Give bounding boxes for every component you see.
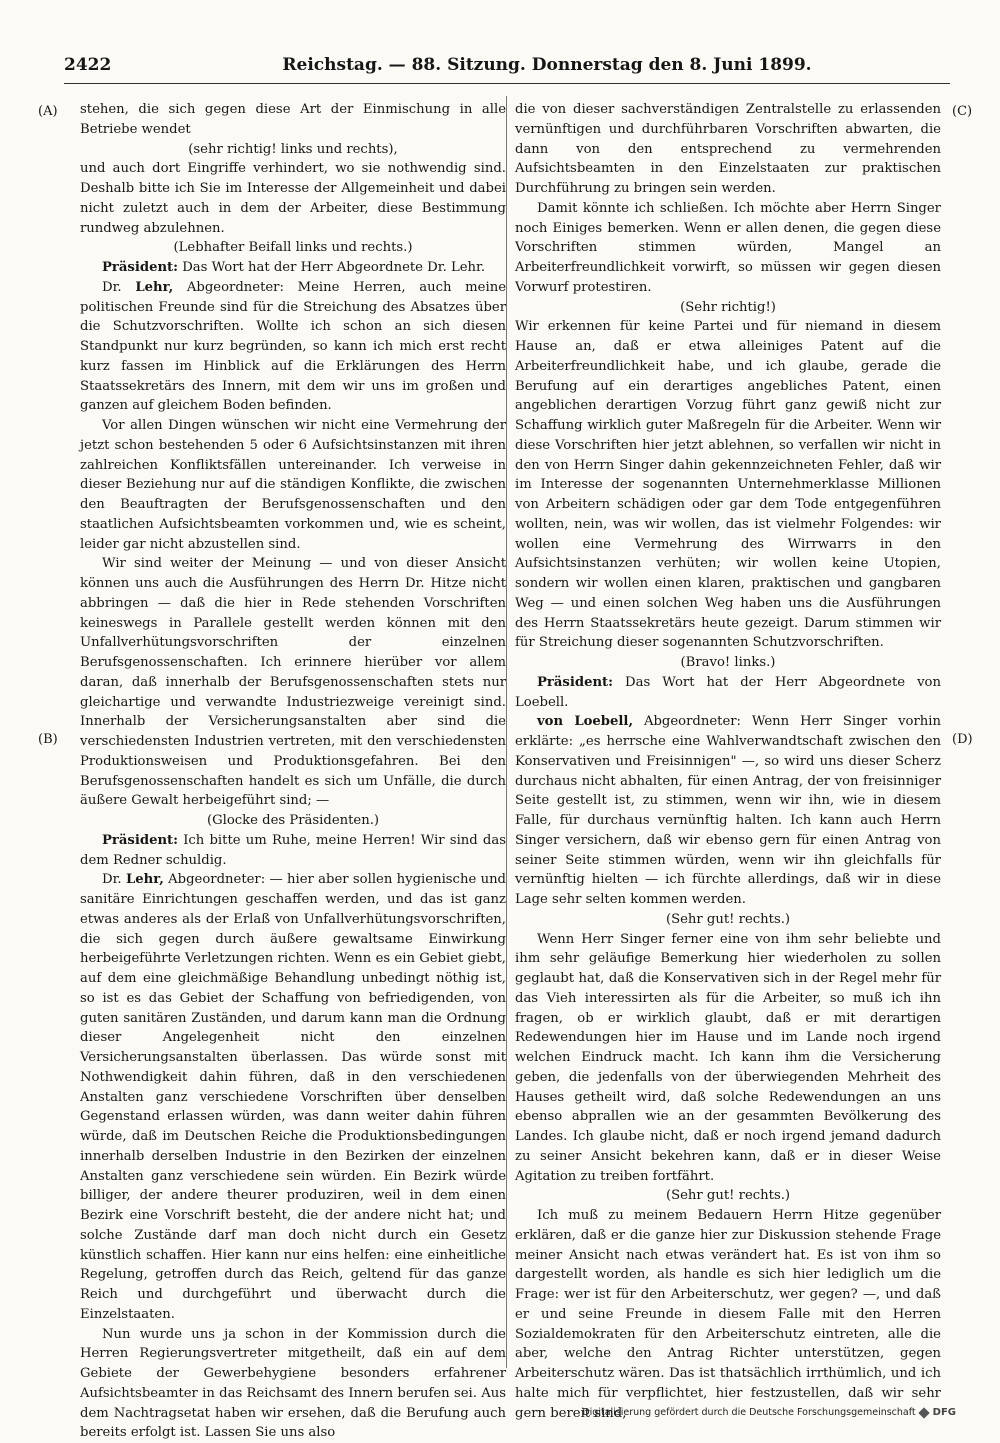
margin-marker-a: (A): [38, 104, 58, 119]
margin-marker-d: (D): [952, 732, 973, 747]
interjection: (Bravo! links.): [515, 653, 941, 673]
speech-text: Abgeordneter: Wenn Herr Singer vorhin erklärte: „es herrsche eine Wahlverwandtschaft zwischen den Konservativen und Freisinnigen" —, so wird uns dieser Scherz durchaus nicht abhalten, für einen Antrag, der von freisinniger Seite gestellt ist, zu stimmen, wenn wir ihn, wie in diesem Falle, für durchaus vernünftig halten. Ich kann auch Herrn Singer versichern, daß wir ebenso gern für einen Antrag von seiner Seite stimmen würden, wenn wir ihn gleichfalls für vernünftig hielten — ich fürchte allerdings, daß wir in diese Lage sehr selten kommen werden.: [515, 714, 941, 907]
running-header: [64, 55, 950, 84]
paragraph: Vor allen Dingen wünschen wir nicht eine Vermehrung der jetzt schon bestehenden 5 oder 6 Aufsichtsinstanzen mit ihren zahlreichen Konfliktsfällen untereinander. Ich verweise in dieser Beziehung nur auf die ständigen Konflikte, die zwischen den Beauftragten der Berufsgenossenschaften und den staatlichen Aufsichtsbeamten vorkommen und, wie es scheint, leider gar nicht abzustellen sind.: [80, 416, 506, 554]
speaker-paragraph: [515, 673, 941, 713]
paragraph: Nun wurde uns ja schon in der Kommission durch die Herren Regierungsvertreter mitgetheilt, daß ein auf dem Gebiete der Gewerbehygiene besonders erfahrener Aufsichtsbeamter in das Reichsamt des Innern berufen sei. Aus dem Nachtragsetat haben wir ersehen, daß die Berufung auch bereits erfolgt ist. Lassen Sie uns also: [80, 1325, 506, 1443]
interjection: (Sehr richtig!): [515, 298, 941, 318]
speaker-title: Dr.: [102, 280, 135, 295]
speech-text: Abgeordneter: — hier aber sollen hygienische und sanitäre Einrichtungen geschaffen werden, und das ist ganz etwas anderes als der Erlaß von Unfallverhütungsvorschriften, die sich gegen durch äußere gewaltsame Einwirkung herbeigeführte Verletzungen richten. Wenn es ein Gebiet giebt, auf dem eine gleichmäßige Behandlung unbedingt nöthig ist, so ist es das Gebiet der Schaffung von befriedigenden, von guten sanitären Zuständen, und darum kann man die Ordnung dieser Angelegenheit nicht den einzelnen Versicherungsanstalten überlassen. Das würde sonst mit Nothwendigkeit dahin führen, daß in den verschiedenen Anstalten ganz verschiedene Vorschriften über denselben Gegenstand erlassen würden, was dann weiter dahin führen würde, daß im Deutschen Reiche die Produktionsbedingungen innerhalb derselben Industrie in den Bezirken der einzelnen Anstalten ganz verschiedene sein würden. Ein Bezirk würde billiger, der andere theurer produziren, weil in dem einen Bezirk eine Vorschrift besteht, die der andere nicht hat; und solche Zustände darf man doch nicht durch ein Gesetz künstlich schaffen. Hier kann nur eins helfen: eine einheitliche Regelung, getroffen durch das Reich, geltend für das ganze Reich und durchgeführt und überwacht durch die Einzelstaaten.: [80, 872, 506, 1322]
margin-marker-b: (B): [38, 732, 58, 747]
paragraph: Wenn Herr Singer ferner eine von ihm sehr beliebte und ihm sehr geläufige Bemerkung hier wiederholen zu sollen geglaubt hat, daß die Konservativen sich in der Regel mehr für das Vieh interessirten als für die Arbeiter, so muß ich ihn fragen, ob er wirklich glaubt, daß er mit derartigen Redewendungen hier im Hause und im Lande noch irgend welchen Eindruck macht. Ich kann ihm die Versicherung geben, die jedenfalls von der überwiegenden Mehrheit des Hauses getheilt wird, daß solche Redewendungen an uns ebenso abprallen wie an der gesammten Bevölkerung des Landes. Ich glaube nicht, daß er noch irgend jemand dadurch zu seiner Ansicht bekehren kann, daß er in dieser Weise Agitation zu treiben fortfährt.: [515, 930, 941, 1187]
speech-text: Ich bitte um Ruhe, meine Herren! Wir sind das dem Redner schuldig.: [80, 833, 506, 868]
speaker-name: Lehr,: [135, 280, 173, 295]
speech-text: Abgeordneter: Meine Herren, auch meine politischen Freunde sind für die Streichung des Absatzes über die Schutzvorschriften. Wollte ich schon an sich diesen Standpunkt nur kurz begründen, so kann ich mich erst recht kurz fassen im Hinblick auf die Erklärungen des Herrn Staatssekretärs des Innern, mit dem wir uns im großen und ganzen auf gleichem Boden befinden.: [80, 280, 506, 414]
page-number: 2422: [64, 55, 111, 75]
speaker-title: Dr.: [102, 872, 126, 887]
speaker-name: Präsident:: [102, 833, 178, 848]
paragraph: Ich muß zu meinem Bedauern Herrn Hitze gegenüber erklären, daß er die ganze hier zur Diskussion stehende Frage meiner Ansicht nach etwas verändert hat. Es ist von ihm so dargestellt worden, als handle es sich hier lediglich um die Frage: wer ist für den Arbeiterschutz, wer gegen? —, und daß er und seine Freunde in diesem Falle mit den Herren Sozialdemokraten für den Arbeiterschutz eintreten, alle die aber, welche den Antrag Richter unterstützen, gegen Arbeiterschutz wären. Das ist thatsächlich irrthümlich, und ich halte mich für verpflichtet, hier festzustellen, daß wir sehr gern bereit sind,: [515, 1206, 941, 1423]
dfg-logo: [920, 1407, 956, 1418]
speaker-paragraph: [80, 870, 506, 1324]
paragraph: stehen, die sich gegen diese Art der Einmischung in alle Betriebe wendet: [80, 100, 506, 140]
dfg-logo-text: DFG: [933, 1407, 956, 1418]
interjection: (Lebhafter Beifall links und rechts.): [80, 238, 506, 258]
right-text-column: [515, 100, 941, 1368]
interjection: (sehr richtig! links und rechts),: [80, 140, 506, 160]
digitization-credit: [582, 1407, 956, 1418]
speaker-paragraph: [80, 258, 506, 278]
paragraph: und auch dort Eingriffe verhindert, wo sie nothwendig sind. Deshalb bitte ich Sie im Interesse der Allgemeinheit und dabei nicht zuletzt auch in dem der Arbeiter, diese Bestimmung rundweg abzulehnen.: [80, 159, 506, 238]
paragraph: Wir erkennen für keine Partei und für niemand in diesem Hause an, daß er etwa alleiniges Patent auf die Arbeiterfreundlichkeit habe, und ich glaube, gerade die Berufung auf ein derartiges angebliches Patent, einen angeblichen derartigen Vorzug führt ganz gewiß nicht zur Schaffung wirklich guter Maßregeln für die Arbeiter. Wenn wir diese Vorschriften hier jetzt ablehnen, so verfallen wir nicht in den von Herrn Singer dahin gekennzeichneten Fehler, daß wir im Interesse der sogenannten Unternehmerklasse Millionen von Arbeitern schädigen oder gar dem Tode entgegenführen wollten, nein, was wir wollen, das ist vielmehr Folgendes: wir wollen eine Vermehrung des Wirrwarrs in den Aufsichtsinstanzen verhüten; wir wollen keine Utopien, sondern wir wollen einen klaren, praktischen und gangbaren Weg — und einen solchen Weg haben uns die Ausführungen des Herrn Staatssekretärs heute gezeigt. Darum stimmen wir für Streichung dieser sogenannten Schutzvorschriften.: [515, 317, 941, 653]
running-title: Reichstag. — 88. Sitzung. Donnerstag den 8. Juni 1899.: [64, 55, 950, 75]
speaker-name: Präsident:: [537, 675, 613, 690]
speaker-name: Präsident:: [102, 260, 178, 275]
speaker-name: von Loebell,: [537, 714, 633, 729]
dfg-diamond-icon: [918, 1407, 929, 1418]
interjection: (Glocke des Präsidenten.): [80, 811, 506, 831]
speaker-paragraph: [80, 278, 506, 416]
paragraph: Damit könnte ich schließen. Ich möchte aber Herrn Singer noch Einiges bemerken. Wenn er allen denen, die gegen diese Vorschriften stimmen würden, Mangel an Arbeiterfreundlichkeit vorwirft, so müssen wir gegen diesen Vorwurf protestiren.: [515, 199, 941, 298]
paragraph: die von dieser sachverständigen Zentralstelle zu erlassenden vernünftigen und durchführbaren Vorschriften abwarten, die dann von den entsprechend zu vermehrenden Aufsichtsbeamten in den Einzelstaaten zur praktischen Durchführung zu bringen sein werden.: [515, 100, 941, 199]
column-divider: [506, 96, 507, 1368]
interjection: (Sehr gut! rechts.): [515, 1186, 941, 1206]
speaker-name: Lehr,: [126, 872, 164, 887]
speech-text: Das Wort hat der Herr Abgeordnete von Loebell.: [515, 675, 941, 710]
interjection: (Sehr gut! rechts.): [515, 910, 941, 930]
margin-marker-c: (C): [952, 104, 972, 119]
left-text-column: [80, 100, 506, 1368]
credit-text: Digitalisierung gefördert durch die Deutsche Forschungsgemeinschaft: [582, 1407, 915, 1418]
speaker-paragraph: [80, 831, 506, 871]
speaker-paragraph: [515, 712, 941, 910]
speech-text: Das Wort hat der Herr Abgeordnete Dr. Lehr.: [178, 260, 485, 275]
paragraph: Wir sind weiter der Meinung — und von dieser Ansicht können uns auch die Ausführungen des Herrn Dr. Hitze nicht abbringen — daß die hier in Rede stehenden Vorschriften keineswegs in Parallele gestellt werden können mit den Unfallverhütungsvorschriften der einzelnen Berufsgenossenschaften. Ich erinnere hierüber vor allem daran, daß innerhalb der Berufsgenossenschaften stets nur gleichartige und verwandte Industriezweige vereinigt sind. Innerhalb der Versicherungsanstalten aber sind die verschiedensten Industrien vertreten, mit den verschiedensten Produktionsweisen und Produktionsgefahren. Bei den Berufsgenossenschaften handelt es sich um Unfälle, die durch äußere Gewalt herbeigeführt sind; —: [80, 554, 506, 811]
